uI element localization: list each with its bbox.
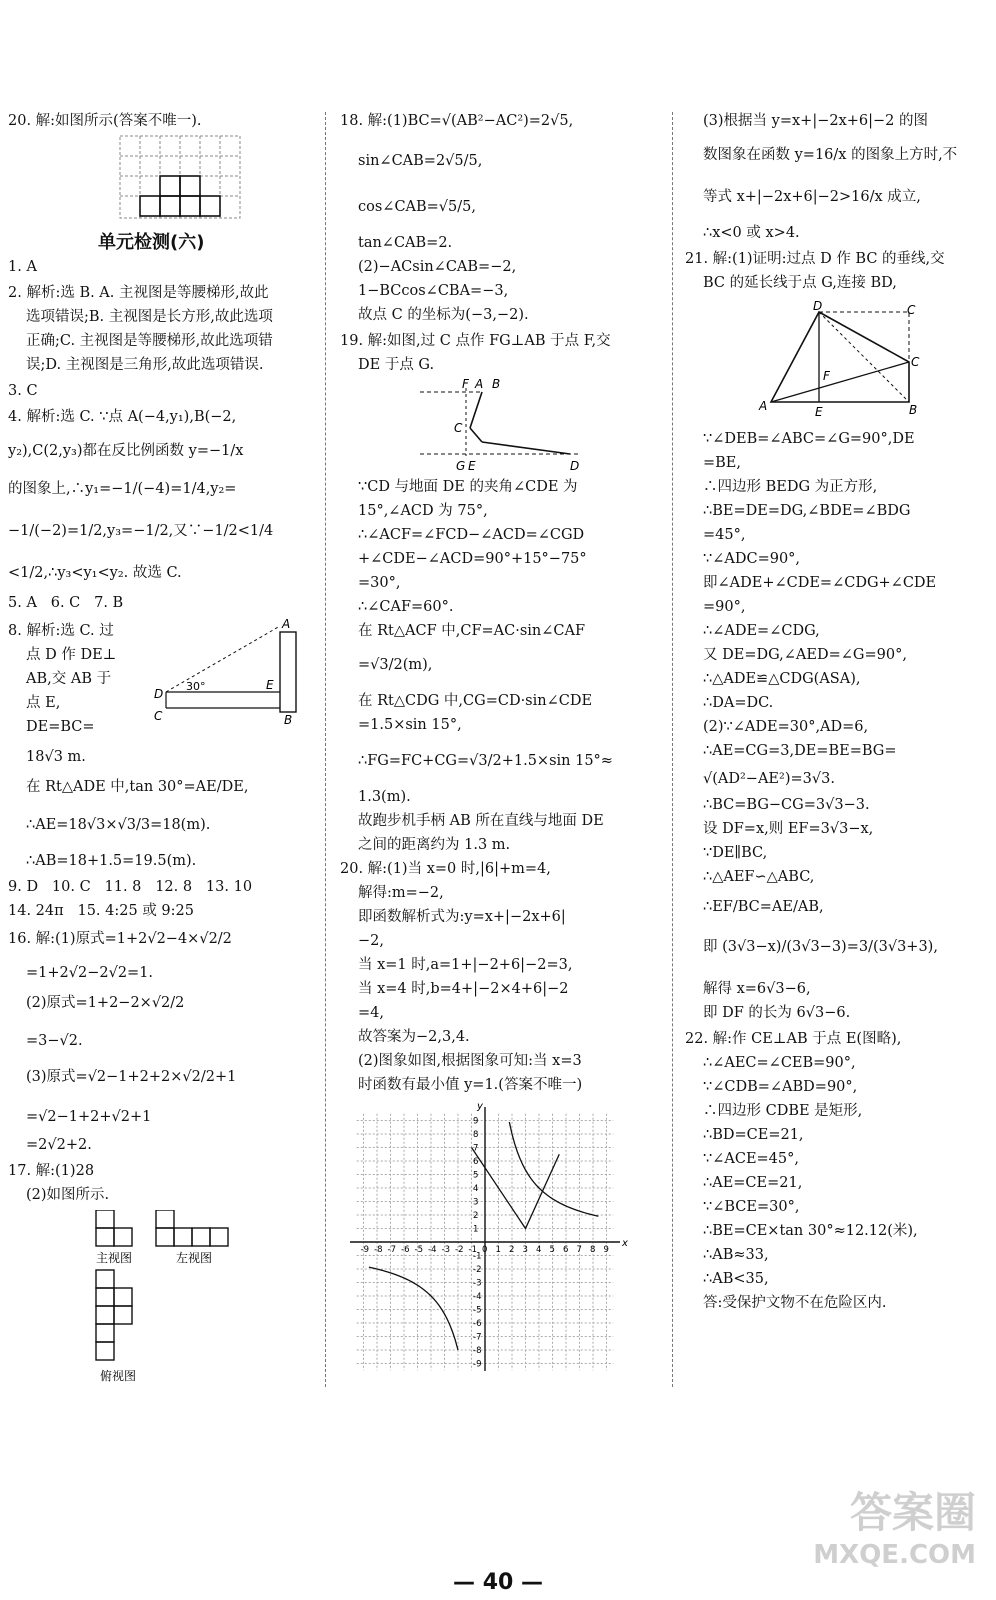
text-line: sin∠CAB=2√5/5,	[358, 153, 483, 169]
text-line: ∵CD 与地面 DE 的夹角∠CDE 为	[358, 479, 578, 495]
text-line: 当 x=4 时,b=4+|−2×4+6|−2	[358, 981, 569, 997]
grid-figure-20-svg	[118, 134, 248, 224]
text-line: ∴∠ADE=∠CDG,	[703, 623, 820, 639]
text-line: =4,	[358, 1005, 384, 1021]
text-line: 在 Rt△ADE 中,tan 30°=AE/DE,	[26, 779, 249, 795]
x-tick-label: 0	[482, 1245, 488, 1255]
y-tick-label: 9	[473, 1116, 479, 1127]
text-line: =30°,	[358, 575, 401, 591]
text-line: ∵∠ACE=45°,	[703, 1151, 799, 1167]
text-line: 之间的距离约为 1.3 m.	[358, 837, 511, 853]
text-line: BC 的延长线于点 G,连接 BD,	[703, 275, 897, 291]
text-line: −2,	[358, 933, 384, 949]
x-tick-label: -8	[374, 1245, 383, 1255]
text-line: −1/(−2)=1/2,y₃=−1/2,又∵−1/2<1/4	[8, 523, 274, 539]
text-line: 等式 x+|−2x+6|−2>16/x 成立,	[703, 189, 921, 205]
fig21-label-f: F	[823, 369, 830, 383]
y-tick-label: -8	[473, 1346, 482, 1356]
fig21-label-a: A	[759, 399, 768, 413]
grid-figure-20	[118, 134, 248, 228]
text-line: 点 E,	[26, 695, 61, 711]
y-tick-label: -5	[473, 1305, 482, 1316]
text-line: √(AD²−AE²)=3√3.	[703, 771, 835, 787]
text-line: 20. 解:(1)当 x=0 时,|6|+m=4,	[340, 861, 551, 877]
y-tick-label: 4	[473, 1184, 479, 1194]
figure-8	[146, 612, 311, 731]
text-line: 故跑步机手柄 AB 所在直线与地面 DE	[358, 813, 604, 829]
y-tick-label: -9	[473, 1359, 482, 1370]
text-line: 1. A	[8, 259, 37, 275]
fig8-label-e: E	[266, 678, 274, 692]
fig21-label-e: E	[815, 405, 823, 419]
text-line: 故答案为−2,3,4.	[358, 1029, 470, 1045]
x-tick-label: -4	[428, 1245, 437, 1255]
fig17-left-label: 左视图	[176, 1251, 213, 1265]
x-tick-label: -2	[455, 1245, 464, 1255]
text-line: 解得:m=−2,	[358, 885, 444, 901]
y-tick-label: 7	[473, 1143, 479, 1154]
text-line: 故点 C 的坐标为(−3,−2).	[358, 307, 529, 323]
y-tick-label: -7	[473, 1332, 482, 1343]
text-line: 解得 x=6√3−6,	[703, 981, 811, 997]
text-line: 18√3 m.	[26, 749, 86, 765]
x-tick-label: -6	[401, 1245, 410, 1255]
text-line: =2√2+2.	[26, 1137, 92, 1153]
text-line: 20. 解:如图所示(答案不唯一).	[8, 113, 202, 129]
text-line: ∴∠CAF=60°.	[358, 599, 454, 615]
figure-21-svg	[757, 298, 922, 423]
text-line: 18. 解:(1)BC=√(AB²−AC²)=2√5,	[340, 113, 574, 129]
text-line: 时函数有最小值 y=1.(答案不唯一)	[358, 1077, 583, 1093]
text-line: 2. 解析:选 B. A. 主视图是等腰梯形,故此	[8, 285, 269, 301]
x-tick-label: 3	[522, 1245, 528, 1255]
fig21-label-c: C	[911, 355, 920, 369]
fig8-label-a: A	[282, 617, 291, 631]
text-line: (3)原式=√2−1+2+2×√2/2+1	[26, 1069, 237, 1085]
figure-19	[420, 378, 610, 477]
text-line: ∵DE∥BC,	[703, 845, 768, 861]
x-tick-label: -1	[468, 1245, 477, 1255]
text-line: 5. A 6. C 7. B	[8, 595, 124, 611]
y-tick-label: 1	[473, 1224, 479, 1235]
text-line: ∴AE=CE=21,	[703, 1175, 803, 1191]
y-tick-label: 3	[473, 1197, 479, 1208]
text-line: 8. 解析:选 C. 过	[8, 623, 114, 639]
text-line: ∴AB≈33,	[703, 1247, 769, 1263]
text-line: (2)如图所示.	[26, 1187, 110, 1203]
text-line: 19. 解:如图,过 C 点作 FG⊥AB 于点 F,交	[340, 333, 611, 349]
text-line: ∴EF/BC=AE/AB,	[703, 899, 824, 915]
text-line: ∴BC=BG−CG=3√3−3.	[703, 797, 870, 813]
text-line: ∵∠DEB=∠ABC=∠G=90°,DE	[703, 431, 915, 447]
text-line: =BE,	[703, 455, 741, 471]
text-line: ∴∠AEC=∠CEB=90°,	[703, 1055, 856, 1071]
text-line: 21. 解:(1)证明:过点 D 作 BC 的垂线,交	[685, 251, 945, 267]
y-tick-label: -1	[473, 1251, 482, 1262]
inverse-function-curve-right	[509, 1122, 598, 1216]
text-line: ∴BE=CE×tan 30°≈12.12(米),	[703, 1223, 918, 1239]
fig21-label-c-top: C	[907, 303, 916, 317]
text-line: 1.3(m).	[358, 789, 411, 805]
fig19-label-c: C	[454, 421, 463, 435]
figure-17-svg	[86, 1210, 266, 1385]
text-line: ∴AB<35,	[703, 1271, 769, 1287]
x-tick-label: 5	[549, 1245, 555, 1255]
text-line: 即∠ADE+∠CDE=∠CDG+∠CDE	[703, 575, 937, 591]
watermark-logo-text: 答案圈	[849, 1488, 976, 1537]
y-tick-label: -3	[473, 1278, 482, 1289]
x-tick-label: 4	[536, 1245, 542, 1255]
fig19-label-f: F	[462, 378, 469, 391]
y-tick-label: -4	[473, 1292, 482, 1302]
text-line: ∴BE=DE=DG,∠BDE=∠BDG	[703, 503, 911, 519]
text-line: 16. 解:(1)原式=1+2√2−4×√2/2	[8, 931, 232, 947]
text-line: AB,交 AB 于	[26, 671, 112, 687]
text-line: 正确;C. 主视图是等腰梯形,故此选项错	[26, 333, 273, 349]
figure-17	[86, 1210, 266, 1389]
text-line: 当 x=1 时,a=1+|−2+6|−2=3,	[358, 957, 573, 973]
text-line: =3−√2.	[26, 1033, 83, 1049]
text-line: tan∠CAB=2.	[358, 235, 453, 251]
section-title: 单元检测(六)	[98, 232, 205, 253]
text-line: ∴AE=CG=3,DE=BE=BG=	[703, 743, 897, 759]
x-tick-label: -3	[441, 1245, 450, 1255]
text-line: 答:受保护文物不在危险区内.	[703, 1295, 887, 1311]
text-line: ∴FG=FC+CG=√3/2+1.5×sin 15°≈	[358, 753, 613, 769]
text-line: 数图象在函数 y=16/x 的图象上方时,不	[703, 147, 958, 163]
y-tick-label: 6	[473, 1157, 479, 1167]
fig17-top-label: 俯视图	[100, 1369, 137, 1383]
text-line: y₂),C(2,y₃)都在反比例函数 y=−1/x	[8, 443, 244, 459]
x-tick-label: 7	[576, 1245, 582, 1255]
function-graph	[340, 1096, 656, 1375]
y-tick-label: -2	[473, 1265, 482, 1275]
fig19-label-a: A	[475, 378, 484, 391]
column-divider	[325, 112, 326, 1387]
text-line: ∴四边形 BEDG 为正方形,	[703, 479, 878, 495]
text-line: 在 Rt△CDG 中,CG=CD·sin∠CDE	[358, 693, 593, 709]
figure-19-svg	[420, 378, 610, 473]
y-tick-label: -6	[473, 1319, 482, 1329]
x-tick-label: 1	[495, 1245, 501, 1255]
text-line: ∵∠CDB=∠ABD=90°,	[703, 1079, 858, 1095]
text-line: =√2−1+2+√2+1	[26, 1109, 152, 1125]
text-line: 点 D 作 DE⊥	[26, 647, 117, 663]
y-tick-label: 5	[473, 1170, 479, 1181]
x-axis-label: x	[622, 1238, 628, 1249]
text-line: (2)−ACsin∠CAB=−2,	[358, 259, 517, 275]
fig19-label-g: G	[456, 459, 466, 473]
text-line: <1/2,∴y₃<y₁<y₂. 故选 C.	[8, 565, 182, 581]
text-line: =√3/2(m),	[358, 657, 433, 673]
figure-8-svg	[146, 612, 311, 727]
text-line: ∴△ADE≌△CDG(ASA),	[703, 671, 861, 687]
text-line: ∴AB=18+1.5=19.5(m).	[26, 853, 197, 869]
text-line: 15°,∠ACD 为 75°,	[358, 503, 488, 519]
text-line: ∴AE=18√3×√3/3=18(m).	[26, 817, 211, 833]
text-line: (2)∵∠ADE=30°,AD=6,	[703, 719, 869, 735]
y-axis-label: y	[477, 1101, 483, 1112]
fig8-label-b: B	[284, 713, 293, 727]
column-divider	[672, 112, 673, 1387]
text-line: 1−BCcos∠CBA=−3,	[358, 283, 509, 299]
figure-21	[757, 298, 922, 427]
text-line: 设 DF=x,则 EF=3√3−x,	[703, 821, 874, 837]
text-line: 选项错误;B. 主视图是长方形,故此选项	[26, 309, 273, 325]
text-line: 在 Rt△ACF 中,CF=AC·sin∠CAF	[358, 623, 586, 639]
x-tick-label: -7	[387, 1245, 396, 1255]
text-line: DE=BC=	[26, 719, 95, 735]
x-tick-label: 2	[509, 1245, 515, 1255]
text-line: 4. 解析:选 C. ∵点 A(−4,y₁),B(−2,	[8, 409, 237, 425]
text-line: =1+2√2−2√2=1.	[26, 965, 154, 981]
fig19-label-e: E	[468, 459, 476, 473]
text-line: (3)根据当 y=x+|−2x+6|−2 的图	[703, 113, 928, 129]
text-line: 即 (3√3−x)/(3√3−3)=3/(3√3+3),	[703, 939, 938, 955]
fig21-label-b: B	[909, 403, 918, 417]
fig8-label-d: D	[154, 687, 164, 701]
x-tick-label: 8	[590, 1245, 596, 1255]
text-line: =1.5×sin 15°,	[358, 717, 462, 733]
text-line: 9. D 10. C 11. 8 12. 8 13. 10	[8, 879, 253, 895]
y-tick-label: 8	[473, 1130, 479, 1140]
text-line: =90°,	[703, 599, 746, 615]
x-tick-label: -9	[360, 1245, 369, 1255]
text-line: 17. 解:(1)28	[8, 1163, 95, 1179]
text-line: DE 于点 G.	[358, 357, 435, 373]
text-line: +∠CDE−∠ACD=90°+15°−75°	[358, 551, 587, 567]
x-tick-label: -5	[414, 1245, 423, 1255]
text-line: (2)图象如图,根据图象可知:当 x=3	[358, 1053, 582, 1069]
function-graph-svg	[340, 1096, 656, 1371]
text-line: ∴x<0 或 x>4.	[703, 225, 800, 241]
text-line: ∴BD=CE=21,	[703, 1127, 804, 1143]
text-line: 又 DE=DG,∠AED=∠G=90°,	[703, 647, 907, 663]
text-line: ∵∠ADC=90°,	[703, 551, 801, 567]
fig17-front-label: 主视图	[96, 1251, 133, 1265]
text-line: ∴DA=DC.	[703, 695, 774, 711]
fig21-label-d: D	[813, 299, 823, 313]
text-line: 即函数解析式为:y=x+|−2x+6|	[358, 909, 566, 925]
text-line: ∴四边形 CDBE 是矩形,	[703, 1103, 863, 1119]
watermark	[813, 1480, 976, 1570]
text-line: 的图象上,∴y₁=−1/(−4)=1/4,y₂=	[8, 481, 237, 497]
text-line: 14. 24π 15. 4:25 或 9:25	[8, 903, 194, 919]
text-line: 22. 解:作 CE⊥AB 于点 E(图略),	[685, 1031, 902, 1047]
text-line: ∴△AEF∽△ABC,	[703, 869, 815, 885]
text-line: 3. C	[8, 383, 38, 399]
watermark-url: MXQE.COM	[813, 1540, 976, 1570]
page-number: — 40 —	[453, 1570, 543, 1595]
text-line: 误;D. 主视图是三角形,故此选项错误.	[26, 357, 264, 373]
text-line: =45°,	[703, 527, 746, 543]
fig19-label-b: B	[492, 378, 501, 391]
text-line: 即 DF 的长为 6√3−6.	[703, 1005, 851, 1021]
text-line: ∵∠BCE=30°,	[703, 1199, 800, 1215]
x-tick-label: 9	[603, 1245, 609, 1255]
x-tick-label: 6	[563, 1245, 569, 1255]
fig19-label-d: D	[570, 459, 580, 473]
fig8-angle: 30°	[186, 680, 206, 693]
fig8-label-c: C	[154, 709, 163, 723]
y-tick-label: 2	[473, 1211, 479, 1221]
text-line: cos∠CAB=√5/5,	[358, 199, 476, 215]
text-line: (2)原式=1+2−2×√2/2	[26, 995, 185, 1011]
text-line: ∴∠ACF=∠FCD−∠ACD=∠CGD	[358, 527, 585, 543]
